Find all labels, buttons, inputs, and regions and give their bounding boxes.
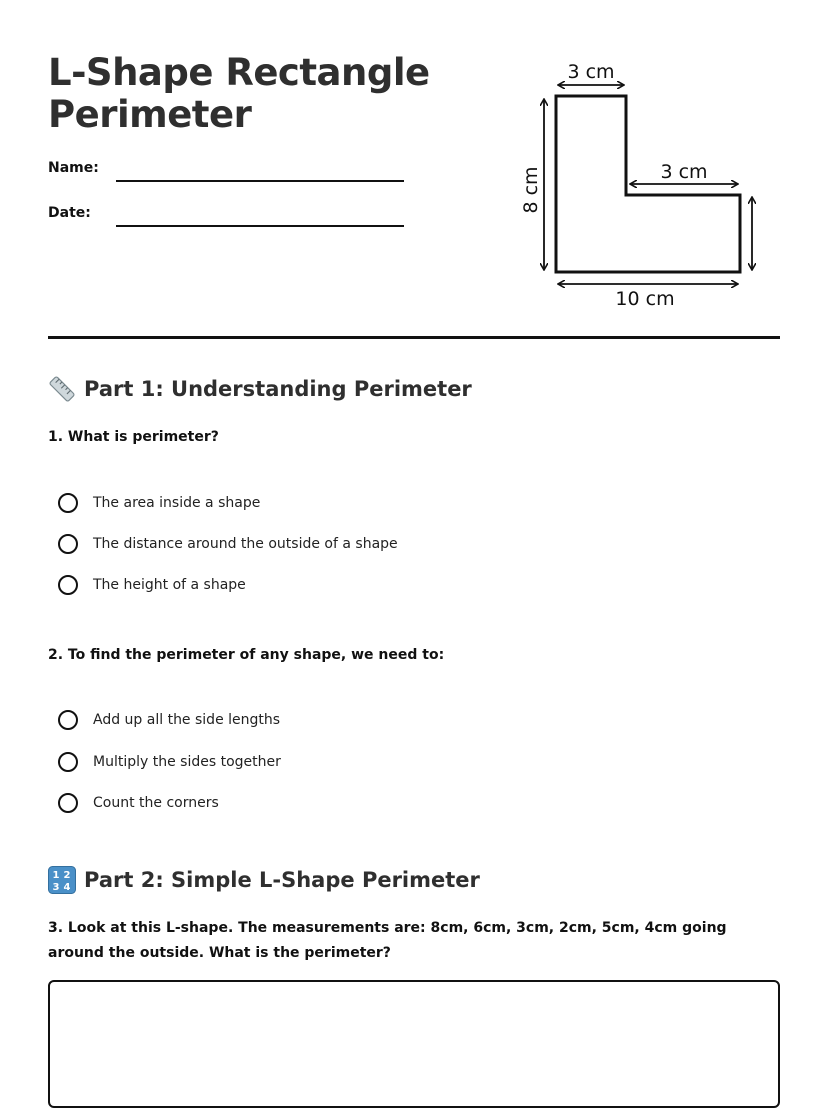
worksheet-title: L-Shape Rectangle Perimeter [48, 51, 430, 136]
option-label: Multiply the sides together [93, 754, 281, 770]
option-label: Count the corners [93, 795, 219, 811]
bottom-width-label: 10 cm [615, 288, 675, 310]
radio-button[interactable] [58, 534, 78, 554]
option-label: The height of a shape [93, 577, 246, 593]
q1-option-1[interactable] [58, 491, 260, 515]
name-field[interactable] [48, 160, 408, 190]
inner-width-label: 3 cm [660, 161, 708, 183]
part1-heading [48, 374, 472, 404]
option-label: Add up all the side lengths [93, 712, 281, 728]
part1-heading-text: Part 1: Understanding Perimeter [84, 377, 472, 401]
part2-heading-text: Part 2: Simple L-Shape Perimeter [84, 868, 480, 892]
radio-button[interactable] [58, 752, 78, 772]
ruler-icon [48, 375, 76, 403]
left-height-label: 8 cm [520, 166, 542, 214]
svg-text:3: 3 [52, 882, 60, 893]
radio-button[interactable] [58, 793, 78, 813]
answer-box[interactable] [48, 980, 780, 1108]
svg-text:4: 4 [63, 882, 71, 893]
question-1: 1. What is perimeter? [48, 429, 219, 445]
name-line[interactable] [116, 180, 404, 182]
date-line[interactable] [116, 225, 404, 227]
q2-option-1[interactable] [58, 708, 280, 732]
option-label: The area inside a shape [93, 495, 261, 511]
top-width-label: 3 cm [567, 61, 615, 83]
option-label: The distance around the outside of a shape [93, 536, 398, 552]
date-field[interactable] [48, 205, 408, 235]
l-shape-diagram [508, 52, 780, 316]
date-label: Date: [48, 205, 91, 221]
section-divider [48, 336, 780, 339]
question-3: 3. Look at this L-shape. The measurements are: 8cm, 6cm, 3cm, 2cm, 5cm, 4cm going around the outside. What is the perimeter? [48, 920, 727, 961]
numbers-1234-icon [48, 866, 76, 894]
radio-button[interactable] [58, 575, 78, 595]
svg-text:1: 1 [52, 870, 60, 881]
question-2: 2. To find the perimeter of any shape, we need to: [48, 647, 445, 663]
svg-text:2: 2 [63, 870, 71, 881]
radio-button[interactable] [58, 710, 78, 730]
name-label: Name: [48, 160, 99, 176]
q2-option-3[interactable] [58, 791, 219, 815]
q1-option-3[interactable] [58, 573, 246, 597]
radio-button[interactable] [58, 493, 78, 513]
part2-heading [48, 865, 480, 895]
q1-option-2[interactable] [58, 532, 398, 556]
q2-option-2[interactable] [58, 750, 281, 774]
